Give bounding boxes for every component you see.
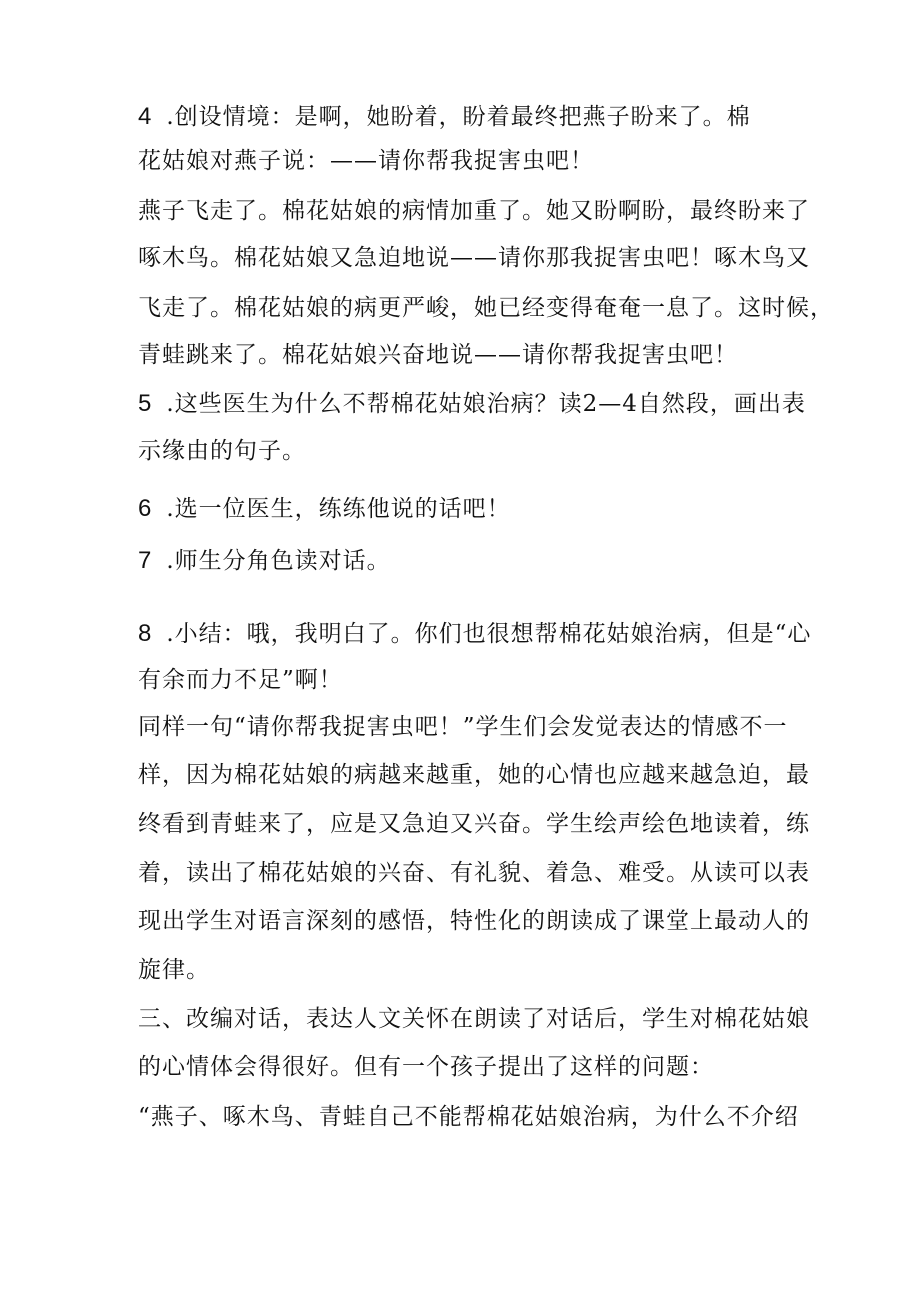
text-line: 同样一句“请你帮我捉害虫吧！”学生们会发觉表达的情感不一 [138,714,788,740]
text-line: 花姑娘对燕子说：——请你帮我捉害虫吧！ [138,148,594,174]
text-line: 5 .这些医生为什么不帮棉花姑娘治病？读2—4自然段，画出表 [138,390,806,417]
text-line: 4 .创设情境：是啊，她盼着，盼着最终把燕子盼来了。棉 [138,103,751,130]
text-line: 现出学生对语言深刻的感悟，特性化的朗读成了课堂上最动人的 [138,908,810,934]
text-line: 飞走了。棉花姑娘的病更严峻，她已经变得奄奄一息了。这时候， [138,295,834,321]
text-line: 青蛙跳来了。棉花姑娘兴奋地说——请你帮我捉害虫吧！ [138,342,738,368]
text-line: 8 .小结：哦，我明白了。你们也很想帮棉花姑娘治病，但是“心 [138,620,812,647]
text-line: 6 .选一位医生，练练他说的话吧！ [138,495,511,522]
text-line: 旋律。 [138,957,210,983]
text-line: 三、改编对话，表达人文关怀在朗读了对话后，学生对棉花姑娘 [138,1006,810,1032]
text-line: 啄木鸟。棉花姑娘又急迫地说——请你那我捉害虫吧！啄木鸟又 [138,245,810,271]
text-line: 7 .师生分角色读对话。 [138,547,391,574]
text-line: 有余而力不足”啊！ [138,667,343,693]
text-line: 终看到青蛙来了，应是又急迫又兴奋。学生绘声绘色地读着，练 [138,811,810,837]
text-line: 着，读出了棉花姑娘的兴奋、有礼貌、着急、难受。从读可以表 [138,860,810,886]
text-line: 燕子飞走了。棉花姑娘的病情加重了。她又盼啊盼，最终盼来了 [138,198,810,224]
text-line: “燕子、啄木鸟、青蛙自己不能帮棉花姑娘治病，为什么不介绍 [138,1104,799,1130]
text-line: 示缘由的句子。 [138,438,306,464]
text-line: 样，因为棉花姑娘的病越来越重，她的心情也应越来越急迫，最 [138,762,810,788]
text-line: 的心情体会得很好。但有一个孩子提出了这样的问题： [138,1054,714,1080]
